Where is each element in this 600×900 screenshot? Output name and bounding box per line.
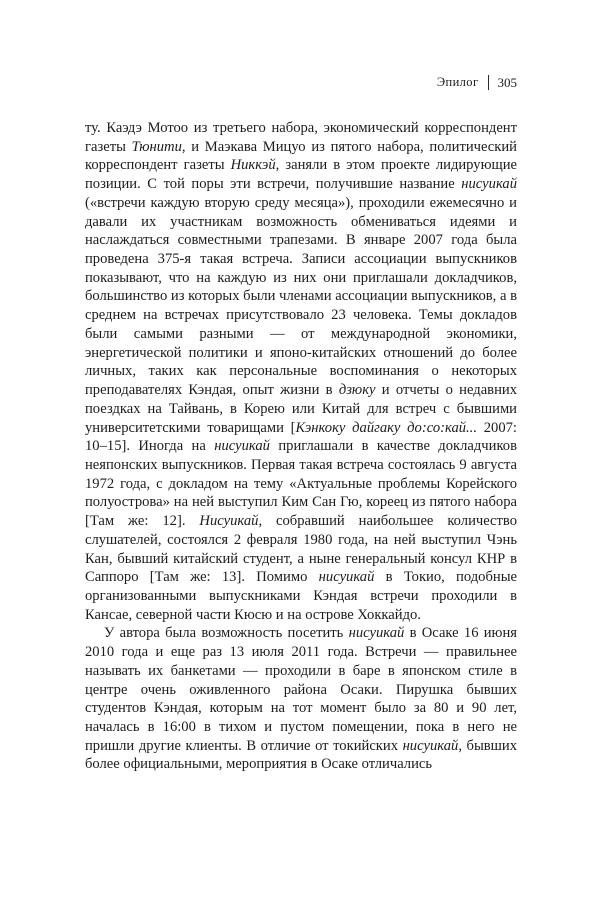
italic-term: Тюнити [131,138,182,155]
italic-term: Никкэй [230,157,276,174]
text-run: в Осаке 16 июня 2010 года и еще раз 13 июля 2011 года. Встречи — правильнее называть их банкетами — проходили в баре в японском стиле в центре очень оживленного района Осаки. Пирушка бывших студентов Кэндая, которым на тот момент было за 80 и 90 лет, началась в 16:00 в тихом и пустом помещении, пока в него не пришли другие клиенты. В отличие от токийских [85,625,517,754]
italic-term: дзюку [338,382,376,399]
running-header [85,74,517,91]
text-run: («встречи каждую вторую среду месяца»), проходили ежемесячно и давали их участникам возможность обмениваться идеями и наслаждаться совместными трапезами. В январе 2007 года была проведена 375-я такая встреча. Записи ассоциации выпускников показывают, что на каждую из них они приглашали докладчиков, большинство из которых были членами ассоциации выпускников, а в среднем на встречах присутствовало 23 человека. Темы докладов были самыми разными — от международной экономики, энергетической политики и японо-китайских отношений до более личных, таких как персональные воспоминания о некоторых преподавателях Кэндая, опыт жизни в [85,194,517,399]
text-run: , собравший наибольшее количество слушателей, состоялся 2 февраля 1980 года, на ней выступил Чэнь Кан, бывший китайский студент, а ныне генеральный консул КНР в Саппоро [Там же: 13]. Помимо [85,513,517,586]
italic-term: Кэнкоку дайгаку до:со:кай... [295,419,477,436]
paragraph-2 [85,624,517,774]
page-number: 305 [497,74,517,90]
text-run: 2007: 10–15]. Иногда на [85,419,517,455]
italic-term: нисуикай [402,737,459,754]
header-divider [488,75,489,90]
text-run: и отчеты о недавних поездках на Тайвань, в Корею или Китай для встреч с бывшими университетскими товарищами [ [85,382,517,436]
paragraph-1 [85,119,517,624]
italic-term: нисуикай [214,438,270,455]
text-run: ту. Каэдэ Мотоо из третьего набора, экономический корреспондент газеты [85,120,517,155]
text-run: , бывших более официальными, мероприятия в Осаке отличались [85,737,517,773]
italic-term: Нисуикай [199,513,259,530]
body-text [85,119,517,774]
text-run: , и Маэкава Мицуо из пятого набора, политический корреспондент газеты [85,138,517,174]
text-run: У автора была возможность посетить [104,625,349,642]
italic-term: нисуикай [461,176,517,193]
text-run: в Токио, подобные организованными выпускниками Кэндая встречи проходили в Кансае, северной части Кюсю и на острове Хоккайдо. [85,569,517,623]
text-run: , заняли в этом проекте лидирующие позиции. С той поры эти встречи, получившие название [85,157,518,193]
italic-term: нисуикай [348,625,405,642]
section-title: Эпилог [436,75,479,89]
text-run: приглашали в качестве докладчиков неяпонских выпускников. Первая такая встреча состоялась 9 августа 1972 года, с докладом на тему «Актуальные проблемы Корейского полуострова» на ней выступил Ким Сан Гю, кореец из пятого набора [Там же: 12]. [85,438,517,530]
italic-term: нисуикай [318,569,375,586]
